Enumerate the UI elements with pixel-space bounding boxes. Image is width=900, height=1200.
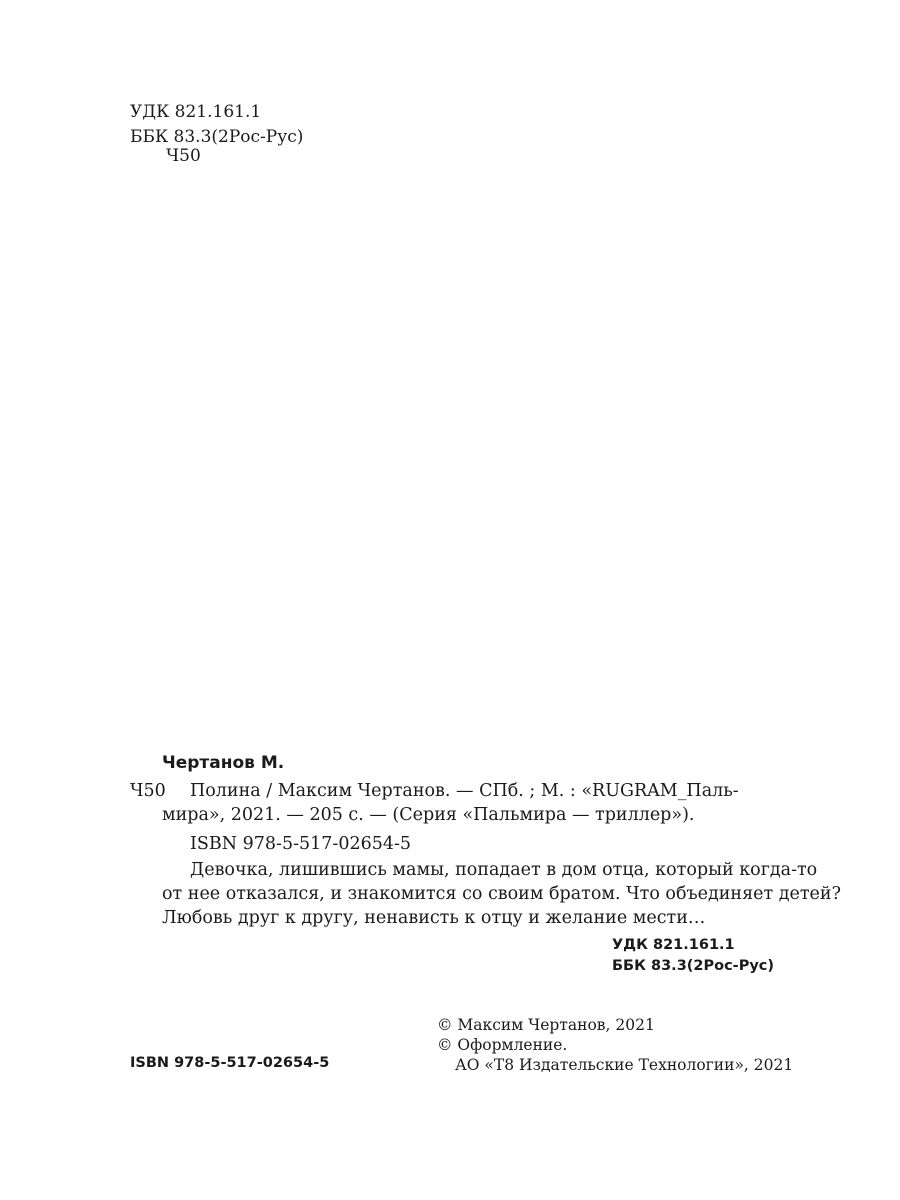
card-description-line-1: Полина / Максим Чертанов. — СПб. ; М. : «RUGRAM_Паль- (190, 781, 739, 801)
annotation-line-2: от нее отказался, и знакомится со своим братом. Что объединяет детей? (162, 884, 841, 904)
copyright-design: © Оформление. (437, 1036, 568, 1054)
copyright-author: © Максим Чертанов, 2021 (437, 1016, 655, 1034)
copyright-publisher: АО «Т8 Издательские Технологии», 2021 (455, 1056, 794, 1074)
udk-top: УДК 821.161.1 (130, 102, 262, 122)
card-author: Чертанов М. (162, 753, 285, 773)
card-bbk: ББК 83.3(2Рос-Рус) (612, 958, 774, 974)
annotation-line-3: Любовь друг к другу, ненависть к отцу и желание мести… (162, 908, 706, 928)
card-isbn: ISBN 978-5-517-02654-5 (190, 834, 412, 854)
annotation-line-1: Девочка, лишившись мамы, попадает в дом отца, который когда-то (190, 860, 818, 880)
author-code-top: Ч50 (166, 146, 201, 166)
card-description-line-2: мира», 2021. — 205 с. — (Серия «Пальмира — триллер»). (162, 805, 695, 825)
bbk-top: ББК 83.3(2Рос-Рус) (130, 127, 304, 147)
card-author-code: Ч50 (130, 781, 166, 801)
footer-isbn: ISBN 978-5-517-02654-5 (130, 1055, 330, 1071)
card-udk: УДК 821.161.1 (612, 937, 735, 953)
